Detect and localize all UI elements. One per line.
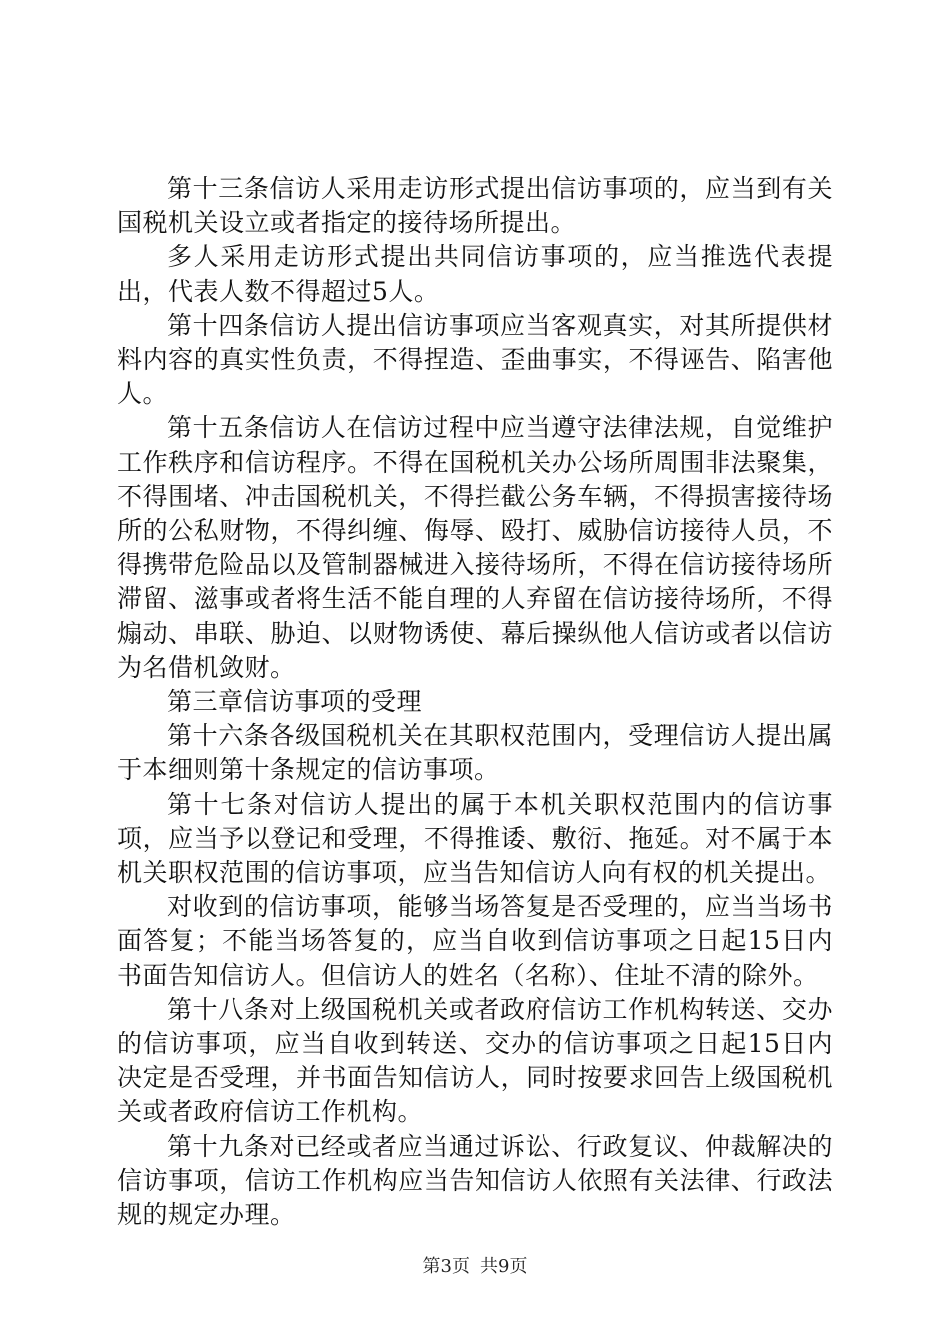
- page-total: 共9页: [480, 1256, 528, 1277]
- paragraph-article-13: 第十三条信访人采用走访形式提出信访事项的，应当到有关国税机关设立或者指定的接待场所提出。: [117, 174, 833, 238]
- paragraph-article-18: 第十八条对上级国税机关或者政府信访工作机构转送、交办的信访事项，应当自收到转送、交办的信访事项之日起15日内决定是否受理，并书面告知信访人，同时按要求回告上级国税机关或者政府信访工作机构。: [117, 994, 833, 1127]
- paragraph-article-14: 第十四条信访人提出信访事项应当客观真实，对其所提供材料内容的真实性负责，不得捏造、歪曲事实，不得诬告、陷害他人。: [117, 310, 833, 409]
- paragraph-article-15: 第十五条信访人在信访过程中应当遵守法律法规，自觉维护工作秩序和信访程序。不得在国税机关办公场所周围非法聚集，不得围堵、冲击国税机关，不得拦截公务车辆，不得损害接待场所的公私财物，不得纠缠、侮辱、殴打、威胁信访接待人员，不得携带危险品以及管制器械进入接待场所，不得在信访接待场所滞留、滋事或者将生活不能自理的人弃留在信访接待场所，不得煽动、串联、胁迫、以财物诱使、幕后操纵他人信访或者以信访为名借机敛财。: [117, 413, 833, 682]
- paragraph-reply-deadline: 对收到的信访事项，能够当场答复是否受理的，应当当场书面答复；不能当场答复的，应当自收到信访事项之日起15日内书面告知信访人。但信访人的姓名（名称）、住址不清的除外。: [117, 892, 833, 990]
- paragraph-representatives: 多人采用走访形式提出共同信访事项的，应当推选代表提出，代表人数不得超过5人。: [117, 242, 833, 306]
- document-body: [117, 172, 833, 1232]
- page-number: 第3页: [422, 1256, 470, 1277]
- paragraph-article-17: 第十七条对信访人提出的属于本机关职权范围内的信访事项，应当予以登记和受理，不得推诿、敷衍、拖延。对不属于本机关职权范围的信访事项，应当告知信访人向有权的机关提出。: [117, 789, 833, 888]
- chapter-heading: 第三章信访事项的受理: [167, 687, 423, 717]
- paragraph-article-16: 第十六条各级国税机关在其职权范围内，受理信访人提出属于本细则第十条规定的信访事项。: [117, 721, 833, 785]
- paragraph-article-19: 第十九条对已经或者应当通过诉讼、行政复议、仲裁解决的信访事项，信访工作机构应当告知信访人依照有关法律、行政法规的规定办理。: [117, 1131, 833, 1230]
- page-footer: [0, 1255, 950, 1279]
